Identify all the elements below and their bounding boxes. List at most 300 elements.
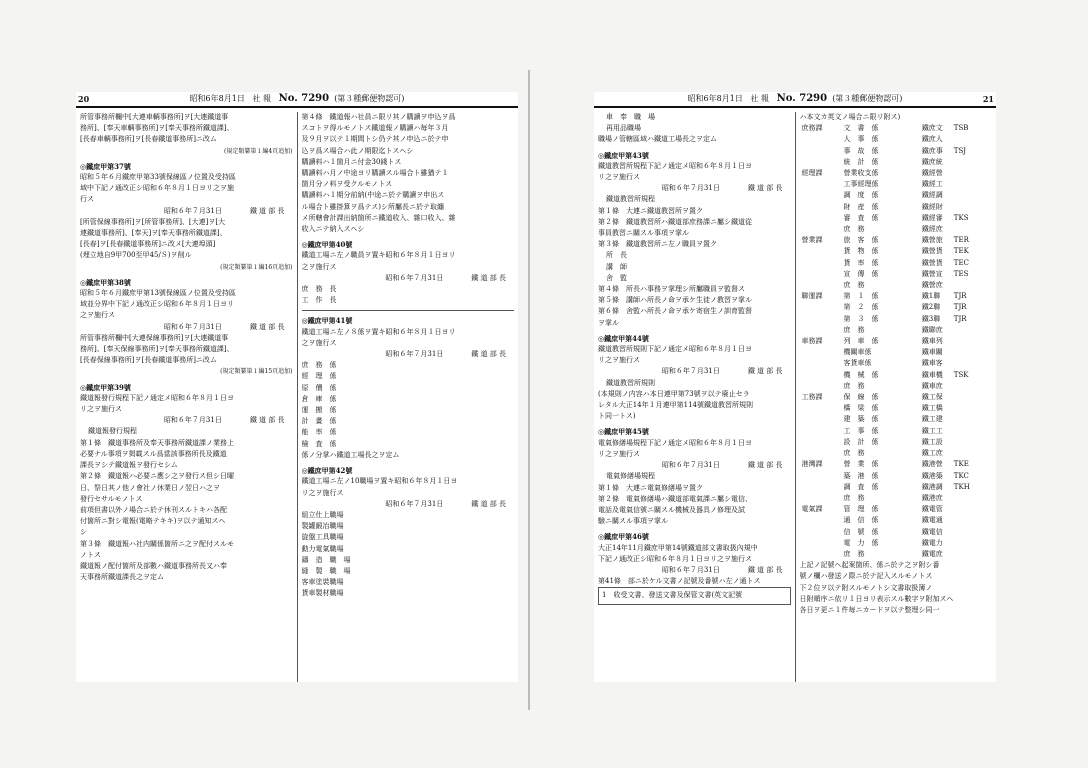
cell-code: 鐵庶統 bbox=[921, 157, 943, 166]
text-line: [長春車輌事務所]ヲ[長春鐵道事務所]ニ改ム bbox=[80, 135, 217, 144]
code-table-row bbox=[800, 179, 993, 190]
text-line: 收入ニテ納入スヘシ bbox=[301, 225, 365, 234]
code-table-row bbox=[800, 235, 993, 246]
cell-unit: 第 １ 係 bbox=[843, 292, 879, 301]
page-left bbox=[76, 92, 518, 682]
header-date: 昭和6年8月1日 bbox=[189, 94, 245, 103]
cell-code: 鐵電庶 bbox=[921, 549, 943, 558]
cell-unit: 庶 務 bbox=[843, 225, 865, 234]
right-column-1 bbox=[594, 112, 795, 682]
cell-en bbox=[952, 493, 992, 504]
page-number: 20 bbox=[78, 94, 90, 104]
cell-code: 鐵車列 bbox=[921, 337, 943, 346]
text-line: 昭和５年６月鐵庶甲第13號保線區ノ位置及受持區 bbox=[80, 289, 236, 298]
text-line: 第２條 電氣修繕場ハ鐵道部電氣課ニ屬シ電信、 bbox=[598, 494, 752, 503]
notice-heading: ◎鐵庶甲第38號 bbox=[80, 277, 131, 287]
text-line: 旋盤工具職場 bbox=[301, 533, 344, 542]
text-line: 課長ヲシテ鐵道報ヲ發行セシム bbox=[80, 461, 178, 470]
cell-en: TJR bbox=[953, 292, 967, 301]
code-table bbox=[800, 123, 993, 560]
cell-en bbox=[952, 202, 992, 213]
dept-name: 港灣課 bbox=[801, 460, 823, 469]
dept-name: 車務課 bbox=[801, 337, 823, 346]
text-line: 購讀料ハ１箇月ニ付金30錢トス bbox=[301, 157, 402, 166]
cell-code: 鐵電通 bbox=[921, 516, 943, 525]
cell-unit: 貨 物 係 bbox=[843, 247, 879, 256]
text-line: 之ヲ施行ス bbox=[301, 338, 337, 347]
header-info bbox=[594, 92, 996, 106]
notice-heading: ◎鐵庶甲第44號 bbox=[598, 333, 649, 343]
code-table-row bbox=[800, 157, 993, 168]
page-gutter bbox=[528, 70, 530, 710]
code-table-row bbox=[800, 123, 993, 134]
text-line: 之ヲ施行ス bbox=[80, 311, 115, 320]
text-line: 職場ノ管轄區域ハ鐵道工場長之ヲ定ム bbox=[598, 135, 717, 144]
cell-en bbox=[952, 448, 992, 459]
text-line: 所 長 bbox=[606, 251, 627, 260]
cell-code: 鐵經調 bbox=[921, 191, 943, 200]
cell-en bbox=[952, 280, 992, 291]
cell-unit: 保 線 係 bbox=[843, 393, 879, 402]
cell-code: 鐵營庶 bbox=[921, 281, 943, 290]
cell-en: TJR bbox=[953, 314, 967, 323]
code-table-row bbox=[800, 538, 993, 549]
cell-unit: 建 築 係 bbox=[843, 415, 879, 424]
text-line: シ bbox=[80, 528, 87, 537]
code-table-row bbox=[800, 347, 993, 358]
cell-en: TSK bbox=[953, 370, 969, 379]
cell-code: 鐵經財 bbox=[921, 202, 943, 211]
text-line: 鐵道教習所規程下記ノ通定メ昭和６年８月１日ヨ bbox=[598, 161, 752, 170]
text-line: 第４條 鐵道報ハ社員ニ限リ其ノ購讀ヲ申込ヲ爲 bbox=[301, 113, 456, 121]
text-line: 鐵道報ノ配付箇所及部數ハ鐵道事務所長又ハ奉 bbox=[80, 561, 227, 570]
code-table-row bbox=[800, 515, 993, 526]
text-line: 連鐵道事務所]、[奉天]ヲ[奉天事務所鐵道課]、 bbox=[80, 229, 227, 238]
signature-line: 昭和６年７月31日 鐵 道 部 長 bbox=[385, 499, 506, 508]
cell-unit: 庶 務 bbox=[843, 549, 865, 558]
text-line: 務所]、[奉天車輌事務所]ヲ[奉天事務所鐵道課]、 bbox=[80, 124, 234, 133]
code-table-row bbox=[800, 168, 993, 179]
cell-en bbox=[952, 538, 992, 549]
cell-en: TES bbox=[953, 269, 969, 278]
cell-code: 鐵港營 bbox=[921, 460, 943, 469]
text-line: 所管事務所欄中[大連保線事務所]ヲ[大連鐵道事 bbox=[80, 333, 229, 342]
cell-unit: 通 信 係 bbox=[843, 516, 879, 525]
text-line: 第４條 所長ハ事務ヲ掌理シ所屬職員ヲ監督ス bbox=[598, 285, 745, 294]
cell-en bbox=[952, 381, 992, 392]
code-table-row bbox=[800, 224, 993, 235]
cell-unit: 調 査 係 bbox=[843, 482, 879, 491]
notice-heading: ◎鐵庶甲第40號 bbox=[301, 240, 353, 250]
cell-en: TKS bbox=[953, 213, 969, 222]
signature-line: 昭和６年７月31日 鐵 道 部 長 bbox=[163, 322, 285, 331]
text-line: 第１條 鐵道事務所及奉天事務所鐵道課ノ業務上 bbox=[80, 438, 234, 447]
cell-code: 鐵車機 bbox=[921, 370, 943, 379]
code-table-row bbox=[800, 527, 993, 538]
text-line: 動力電氣職場 bbox=[301, 544, 344, 553]
text-line: 車 奉 職 場 bbox=[606, 113, 655, 121]
cell-code: 鐵港築 bbox=[921, 471, 943, 480]
text-line: レタル大正14年１月連甲第114號鐵道教習所規則 bbox=[598, 401, 753, 410]
code-table-row bbox=[800, 392, 993, 403]
text-line: 日、祭日其ノ他ノ會社ノ休業日ノ翌日ハ之ヲ bbox=[80, 483, 220, 492]
cell-en bbox=[952, 426, 992, 437]
text-line: リ之ヲ施行ス bbox=[598, 173, 640, 182]
text-line: 第２條 鐵道報ハ必要ニ應シ之ヲ發行ス但シ日曜 bbox=[80, 472, 234, 481]
cell-unit: 統 計 係 bbox=[843, 157, 879, 166]
cell-unit: 庶 務 bbox=[843, 449, 865, 458]
text-line: 原 價 係 bbox=[301, 383, 337, 392]
cell-en bbox=[952, 224, 992, 235]
signature-line: 昭和６年７月31日 鐵 道 部 長 bbox=[385, 350, 506, 359]
code-table-row bbox=[800, 190, 993, 201]
notice-heading: ◎鐵庶甲第43號 bbox=[598, 150, 649, 160]
text-line: [長春]ヲ[長春鐵道事務所]ニ改メ[大連埠頭] bbox=[80, 240, 216, 249]
left-column-2 bbox=[297, 112, 519, 682]
cell-code: 鐵經審 bbox=[921, 213, 943, 222]
code-table-row bbox=[800, 302, 993, 313]
text-line: 事員教習ニ關スル事項ヲ掌ル bbox=[598, 229, 689, 238]
code-table-row bbox=[800, 202, 993, 213]
cell-en bbox=[952, 527, 992, 538]
cell-unit: 事 故 係 bbox=[843, 146, 879, 155]
cell-en: TEC bbox=[953, 258, 969, 267]
dept-name: 聯運課 bbox=[801, 292, 823, 301]
cell-unit: 信 號 係 bbox=[843, 527, 879, 536]
signature-line: 昭和６年７月31日 鐵 道 部 長 bbox=[385, 273, 506, 282]
text-line: 鐵道教習所規則下記ノ通定メ昭和６年８月１日ヨ bbox=[598, 345, 752, 354]
cell-code: 鐵2聯 bbox=[921, 303, 941, 312]
dept-name: 工務課 bbox=[801, 393, 823, 402]
text-line: 第41條 部ニ於ケル文書ノ記號及番號ハ左ノ通トス bbox=[598, 577, 761, 586]
text-line: 電話及電氣信號ニ關スル機械及器具ノ修理及試 bbox=[598, 505, 745, 514]
page-header-right bbox=[594, 92, 996, 108]
text-line: 經 理 係 bbox=[301, 372, 337, 381]
header-permit: (第３種郵便物認可) bbox=[334, 94, 405, 103]
dept-name: 經理課 bbox=[801, 169, 823, 178]
code-table-row bbox=[800, 291, 993, 302]
text-line: (規定類纂第１編4頁追加) bbox=[224, 147, 293, 155]
text-line: 舍 監 bbox=[606, 273, 627, 282]
cell-unit: 庶 務 bbox=[843, 325, 865, 334]
text-line: 貨車製材職場 bbox=[301, 589, 344, 598]
cell-en bbox=[952, 325, 992, 336]
text-line: メ所轄會計課出納箇所ニ鐵道收入、雜口收入、雜 bbox=[301, 213, 456, 222]
cell-unit: 貨 率 係 bbox=[843, 258, 879, 267]
cell-en bbox=[952, 549, 992, 560]
cell-unit: 機關車係 bbox=[843, 348, 872, 357]
text-line: 大正14年11月鐵庶甲第14號鐵道部文書取扱內規中 bbox=[598, 543, 758, 552]
text-line: 鐵道教習所規程 bbox=[606, 195, 655, 204]
text-line: 發行セサルモノトス bbox=[80, 494, 143, 503]
text-line: 上記ノ記號ヘ起案箇所、係ニ於テ之ヲ附シ番 bbox=[799, 561, 940, 570]
notice-heading: ◎鐵庶甲第42號 bbox=[301, 466, 353, 476]
notice-heading: ◎鐵庶甲第37號 bbox=[80, 161, 131, 171]
cell-unit: 機 械 係 bbox=[843, 370, 879, 379]
cell-en: TKE bbox=[953, 460, 969, 469]
cell-code: 鐵經工 bbox=[921, 180, 943, 189]
cell-en: TKH bbox=[953, 482, 970, 491]
notice-heading: ◎鐵庶甲第46號 bbox=[598, 532, 649, 542]
cell-unit: 橋 梁 係 bbox=[843, 404, 879, 413]
text-line: 號ノ欄ハ發送ノ際ニ於テ記入スルモノトス bbox=[799, 572, 933, 581]
text-line: 工 作 長 bbox=[301, 296, 337, 305]
cell-en: TER bbox=[953, 236, 969, 245]
signature-line: 昭和６年７月31日 鐵 道 部 長 bbox=[163, 206, 285, 215]
header-publication: 社 報 bbox=[252, 94, 272, 103]
cell-en bbox=[952, 504, 992, 515]
cell-code: 鐵庶事 bbox=[921, 146, 943, 155]
cell-unit: 電 力 係 bbox=[843, 538, 879, 547]
cell-unit: 工 事 係 bbox=[843, 426, 879, 435]
code-table-row bbox=[800, 146, 993, 157]
cell-en: TJR bbox=[953, 303, 967, 312]
text-line: 昭和５年６月鐵庶甲第33號保線區ノ位置及受持區 bbox=[80, 173, 236, 182]
dept-name: 營業課 bbox=[801, 236, 823, 245]
text-line: リ之ヲ施行ス bbox=[301, 488, 344, 497]
cell-code: 鐵庶文 bbox=[921, 124, 943, 133]
text-line: リ之ヲ施行ス bbox=[598, 356, 640, 365]
right-column-2 bbox=[795, 112, 997, 682]
text-line: 必要ナル事項ヲ掲載スル爲當該事務所長及鐵道 bbox=[80, 449, 227, 458]
cell-code: 鐵工庶 bbox=[921, 449, 943, 458]
text-line: 購讀料ハ月ノ中途ヨリ購讀スル場合ト雖猶テ１ bbox=[301, 169, 449, 178]
cell-code: 鐵工保 bbox=[921, 393, 943, 402]
cell-unit: 營業收支係 bbox=[843, 169, 879, 178]
text-line: 鑄 造 職 場 bbox=[301, 555, 351, 564]
cell-unit: 庶 務 bbox=[843, 281, 865, 290]
cell-code: 鐵工建 bbox=[921, 415, 943, 424]
code-table-row bbox=[800, 493, 993, 504]
text-line: 倉 庫 係 bbox=[301, 394, 337, 403]
text-line: 鐵道工場ニ左ノ８係ヲ置キ昭和６年８月１日ヨリ bbox=[301, 327, 456, 336]
cell-unit: 工事經理係 bbox=[843, 180, 879, 189]
code-table-row bbox=[800, 213, 993, 224]
cell-en bbox=[952, 347, 992, 358]
text-line: 域中下記ノ通改正シ昭和６年８月１日ヨリ之ヲ施 bbox=[80, 184, 234, 193]
code-table-row bbox=[800, 448, 993, 459]
text-line: [長春保線事務所]ヲ[長春鐵道事務所]ニ改ム bbox=[80, 356, 217, 365]
page-number: 21 bbox=[982, 94, 994, 104]
cell-unit: 文 書 係 bbox=[843, 124, 879, 133]
code-table-row bbox=[800, 504, 993, 515]
cell-unit: 宣 傳 係 bbox=[843, 269, 879, 278]
text-line: 箇月分ノ料ヲ受クルモノトス bbox=[301, 180, 393, 189]
cell-unit: 築 港 係 bbox=[843, 471, 879, 480]
cell-code: 鐵聯庶 bbox=[921, 325, 943, 334]
text-line: 務所]、[奉天保線事務所]ヲ[奉天事務所鐵道課]、 bbox=[80, 345, 234, 354]
text-line: 電氣修繕場規程 bbox=[606, 472, 655, 481]
cell-en bbox=[952, 392, 992, 403]
text-line: (埋立地自9甲700至甲45/Ｓ)ヲ削ル bbox=[80, 251, 192, 260]
text-line: ル場合ト雖掛算ヲ爲テス)シ所屬長ニ於テ取纏 bbox=[301, 202, 444, 211]
code-table-row bbox=[800, 370, 993, 381]
notice-heading: ◎鐵庶甲第41號 bbox=[301, 316, 353, 326]
text-line bbox=[302, 306, 515, 311]
cell-code: 鐵3聯 bbox=[921, 314, 941, 323]
code-table-row bbox=[800, 549, 993, 560]
cell-en bbox=[952, 168, 992, 179]
text-line: 電氣修繕場規程下記ノ通定メ昭和６年８月１日ヨ bbox=[598, 438, 752, 447]
text-line: 鐵道工場ニ左ノ職員ヲ置キ昭和６年８月１日ヨリ bbox=[301, 251, 456, 260]
code-table-row bbox=[800, 246, 993, 257]
code-table-row bbox=[800, 482, 993, 493]
header-issue-no: No. 7290 bbox=[776, 93, 828, 104]
cell-en: TKC bbox=[953, 471, 969, 480]
code-table-row bbox=[800, 336, 993, 347]
text-line: 縫 製 職 場 bbox=[301, 566, 351, 575]
cell-unit: 管 理 係 bbox=[843, 505, 879, 514]
cell-en bbox=[952, 515, 992, 526]
cell-en: TEK bbox=[953, 247, 969, 256]
cell-en bbox=[952, 403, 992, 414]
code-table-row bbox=[800, 459, 993, 470]
text-line: ヲ掌ル bbox=[598, 318, 619, 327]
text-line: 庶 務 係 bbox=[301, 361, 337, 370]
cell-code: 鐵營貨 bbox=[921, 247, 943, 256]
code-table-row bbox=[800, 381, 993, 392]
text-line: 所管事務所欄中[大連車輌事務所]ヲ[大連鐵道事 bbox=[80, 113, 229, 121]
header-date: 昭和6年8月1日 bbox=[687, 94, 743, 103]
code-table-row bbox=[800, 325, 993, 336]
cell-unit: 列 車 係 bbox=[843, 337, 879, 346]
left-column-1 bbox=[76, 112, 297, 682]
cell-en bbox=[952, 134, 992, 145]
signature-line: 昭和６年７月31日 鐵 道 部 長 bbox=[661, 565, 783, 574]
text-line: 庶 務 長 bbox=[301, 285, 337, 294]
text-line: 第１條 大連ニ電氣修繕場ヲ置ク bbox=[598, 483, 703, 492]
text-line: 運 搬 係 bbox=[301, 406, 337, 415]
text-line: 計 畫 係 bbox=[301, 417, 337, 426]
header-publication: 社 報 bbox=[750, 94, 770, 103]
cell-unit: 人 事 係 bbox=[843, 135, 879, 144]
text-line: リ之ヲ施行ス bbox=[598, 449, 640, 458]
text-line: 第５條 講師ハ所長ノ命ヲ承ケ生徒ノ教習ヲ掌ル bbox=[598, 296, 752, 305]
text-line: 鐵道報發行規程 bbox=[88, 427, 137, 436]
notice-heading: ◎鐵庶甲第39號 bbox=[80, 382, 131, 392]
text-line: 天事務所鐵道課長之ヲ定ム bbox=[80, 573, 164, 582]
code-table-row bbox=[800, 414, 993, 425]
signature-line: 昭和６年７月31日 鐵 道 部 長 bbox=[661, 184, 783, 193]
text-line: 鐵道教習所規則 bbox=[606, 378, 655, 387]
cell-code: 鐵庶人 bbox=[921, 135, 943, 144]
text-line: 檢 査 係 bbox=[301, 439, 337, 448]
cell-code: 鐵工橋 bbox=[921, 404, 943, 413]
text-line: 組立仕上職場 bbox=[301, 510, 344, 519]
cell-unit: 庶 務 bbox=[843, 381, 865, 390]
code-table-row bbox=[800, 437, 993, 448]
text-line: ノトス bbox=[80, 550, 101, 559]
text-line: 各日ヲ更ニ１件毎ニカードヲ以テ整理シ同一 bbox=[799, 605, 940, 614]
text-line: 能 率 係 bbox=[301, 428, 337, 437]
cell-en bbox=[952, 179, 992, 190]
cell-en: TSJ bbox=[953, 146, 967, 155]
cell-code: 鐵營旅 bbox=[921, 236, 943, 245]
text-line: 之ヲ施行ス bbox=[301, 262, 337, 271]
cell-code: 鐵營貨 bbox=[921, 258, 943, 267]
cell-en bbox=[952, 190, 992, 201]
text-line: 込ヲ爲ス場合ハ此ノ期限迄トスヘシ bbox=[301, 146, 414, 155]
signature-line: 昭和６年７月31日 鐵 道 部 長 bbox=[661, 367, 783, 376]
cell-unit: 第 ２ 係 bbox=[843, 303, 879, 312]
dept-name: 庶務課 bbox=[801, 124, 823, 133]
text-line: スコトヲ得ルモノトス鐵道報ノ購讀ハ毎年３月 bbox=[301, 124, 449, 133]
cell-unit: 審 査 係 bbox=[843, 213, 879, 222]
cell-en bbox=[952, 437, 992, 448]
text-line: 第６條 舍監ハ所長ノ命ヲ承ケ寄宿生ノ訓育監督 bbox=[598, 307, 752, 316]
code-table-notes bbox=[800, 560, 993, 616]
signature-line: 昭和６年７月31日 鐵 道 部 長 bbox=[163, 416, 285, 425]
code-table-row bbox=[800, 426, 993, 437]
text-line: 下記ノ通改正シ昭和６年８月１日ヨリ之ヲ施行ス bbox=[598, 554, 752, 563]
text-line: 域並分界中下記ノ通改正シ昭和６年８月１日ヨリ bbox=[80, 300, 234, 309]
text-line: 第３條 鐵道教習所ニ左ノ職員ヲ置ク bbox=[598, 240, 717, 249]
code-table-row bbox=[800, 269, 993, 280]
text-line: 第２條 鐵道教習所ハ鐵道部庶務課ニ屬シ鐵道從 bbox=[598, 217, 752, 226]
code-table-row bbox=[800, 280, 993, 291]
code-table-row bbox=[800, 471, 993, 482]
notice-heading: ◎鐵庶甲第45號 bbox=[598, 427, 649, 437]
cell-code: 鐵港調 bbox=[921, 482, 943, 491]
cell-en: TSB bbox=[953, 124, 969, 133]
cell-en bbox=[952, 414, 992, 425]
cell-en bbox=[952, 358, 992, 369]
text-line: 客車塗裝職場 bbox=[301, 578, 344, 587]
text-line: 及９月ヲ以テ１期間トシ仍テ其ノ申込ニ於テ申 bbox=[301, 135, 449, 144]
cell-code: 鐵工設 bbox=[921, 437, 943, 446]
text-line: 第３條 鐵道報ハ社内關係箇所ニ之ヲ配付スルモ bbox=[80, 539, 234, 548]
text-line: (規定類纂第１編16頁追加) bbox=[220, 263, 293, 271]
text-line: 製罐鍛冶職場 bbox=[301, 522, 344, 531]
cell-unit: 庶 務 bbox=[843, 493, 865, 502]
cell-code: 鐵電管 bbox=[921, 505, 943, 514]
text-line: [所管保線事務所]ヲ[所管事務所]、[大連]ヲ[大 bbox=[80, 217, 226, 226]
text-line: 驗ニ關スル事項ヲ掌ル bbox=[598, 517, 668, 526]
cell-code: 鐵營宣 bbox=[921, 269, 943, 278]
code-table-intro: ハ本文カ英文ノ場合ニ限リ附ス) bbox=[799, 113, 901, 121]
cell-unit: 第 ３ 係 bbox=[843, 314, 879, 323]
cell-code: 鐵1聯 bbox=[921, 292, 941, 301]
code-table-row bbox=[800, 403, 993, 414]
header-issue-no: No. 7290 bbox=[278, 93, 330, 104]
cell-code: 鐵電信 bbox=[921, 527, 943, 536]
text-line: 鐵道報發行規程下記ノ通定メ昭和６年８月１日ヨ bbox=[80, 393, 234, 402]
cell-unit: 設 計 係 bbox=[843, 437, 879, 446]
code-table-row bbox=[800, 258, 993, 269]
page-header-left bbox=[76, 92, 518, 108]
code-table-row bbox=[800, 134, 993, 145]
text-line: 購讀料ハ１期分前納(中途ニ於テ購讀ヲ申出ス bbox=[301, 191, 445, 200]
text-line: 第１條 大連ニ鐵道教習所ヲ置ク bbox=[598, 206, 703, 215]
text-line: ト同一トス) bbox=[598, 412, 636, 421]
header-info bbox=[76, 92, 518, 106]
text-line: 付箇所ニ對シ電報(電略テキキ)ヲ以テ通知スヘ bbox=[80, 517, 226, 526]
cell-code: 鐵車庶 bbox=[921, 381, 943, 390]
signature-line: 昭和６年７月31日 鐵 道 部 長 bbox=[661, 461, 783, 470]
text-line: 係ノ分掌ハ鐵道工場長之ヲ定ム bbox=[301, 450, 400, 459]
text-line: 前項但書以外ノ場合ニ於テ休刊スルトキハ各配 bbox=[80, 505, 227, 514]
text-line: 鐵道工場ニ左ノ10職場ヲ置キ昭和６年８月１日ヨ bbox=[301, 477, 458, 486]
cell-unit: 客貨車係 bbox=[843, 359, 872, 368]
cell-code: 鐵經營 bbox=[921, 169, 943, 178]
cell-en bbox=[952, 157, 992, 168]
cell-unit: 營 業 係 bbox=[843, 460, 879, 469]
cell-code: 鐵車客 bbox=[921, 359, 943, 368]
cell-code: 鐵電力 bbox=[921, 538, 943, 547]
header-permit: (第３種郵便物認可) bbox=[832, 94, 903, 103]
text-line: (本規則ノ内容ハ本日連甲第73號ヲ以テ廢止セラ bbox=[598, 389, 750, 398]
cell-en bbox=[952, 336, 992, 347]
